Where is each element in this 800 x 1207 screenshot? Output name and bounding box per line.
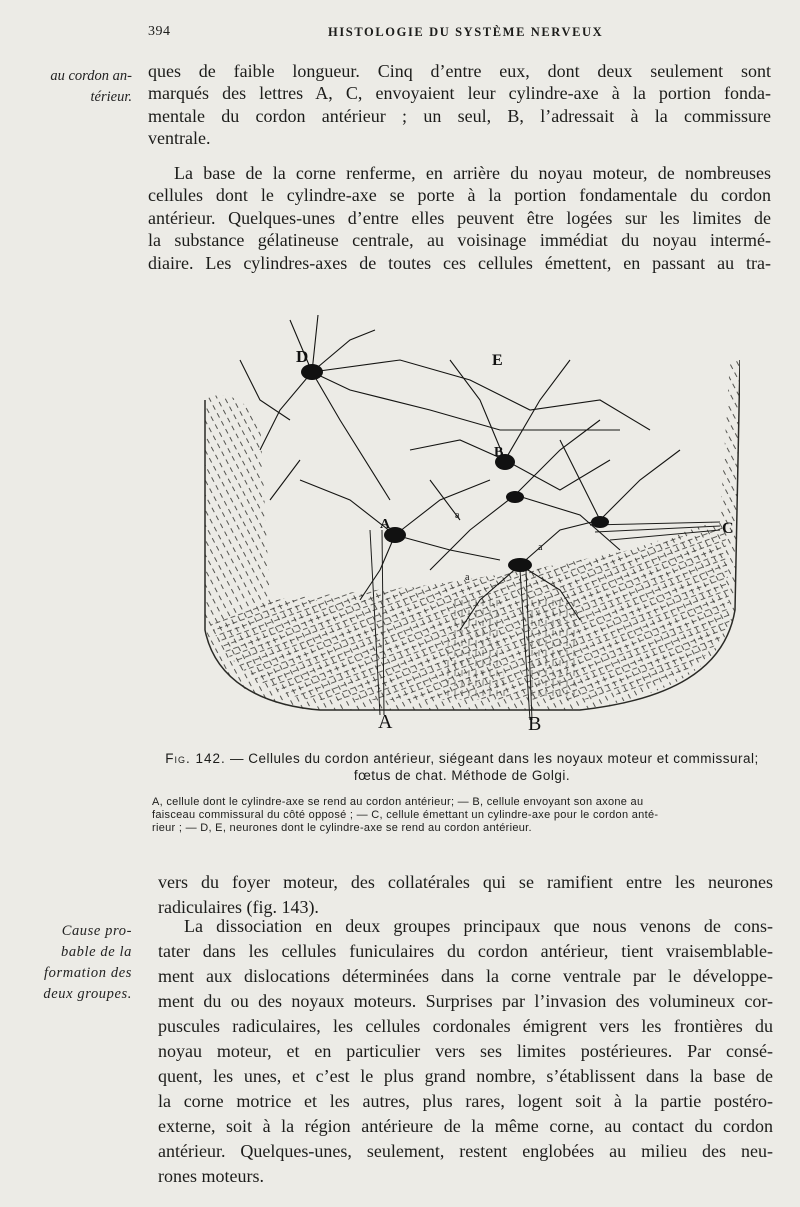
text-line: ventrale. <box>148 128 211 149</box>
cell-body-c <box>591 516 609 528</box>
label-b-bottom: B <box>528 713 542 730</box>
legend-line: A, cellule dont le cylindre-axe se rend au cordon antérieur; — B, cellule envoyant son axone au <box>152 796 644 808</box>
cell-body-d <box>301 364 323 380</box>
margin-note-cause <box>4 921 132 1005</box>
text-line: la substance gélatineuse centrale, au voisinage immédiat du noyau intermé- <box>148 230 771 251</box>
paragraph-2 <box>148 162 771 274</box>
cell-body-b2 <box>506 491 524 503</box>
text-line: tater dans les cellules funiculaires du cordon antérieur, tient vraisemblable- <box>158 941 773 961</box>
paragraph-4 <box>158 914 773 1189</box>
label-a-small-2: a <box>538 542 543 553</box>
caption-text: — Cellules du cordon antérieur, siégeant dans les noyaux moteur et commissural; fœtus de chat. Méthode de Golgi. <box>230 751 759 783</box>
page-number: 394 <box>148 24 171 39</box>
margin-note-cause-text: Cause pro- bable de la formation des deux groupes. <box>43 923 132 1002</box>
cell-bodies <box>301 364 609 572</box>
label-a-small: a <box>455 510 460 521</box>
legend-line: faisceau commissural du côté opposé ; — C, cellule émettant un cylindre-axe pour le cordon anté- <box>152 809 659 822</box>
text-line: puscules radiculaires, les cellules cordonales émigrent vers les frontières du <box>158 1016 773 1036</box>
running-title: HISTOLOGIE DU SYSTÈME NERVEUX <box>328 25 604 39</box>
figure-number: Fig. 142. <box>165 751 226 766</box>
text-line: La base de la corne renferme, en arrière du noyau moteur, de nombreuses <box>174 163 771 183</box>
text-line: ment aux dislocations déterminées dans la corne ventrale par le développe- <box>158 966 773 986</box>
cell-body-lower <box>508 558 532 572</box>
text-line: diaire. Les cylindres-axes de toutes ces cellules émettent, en passant au tra- <box>148 252 771 273</box>
label-a-small-3: a <box>465 572 470 583</box>
text-line: marqués des lettres A, C, envoyaient leur cylindre-axe à la portion fonda- <box>148 83 771 104</box>
label-e: E <box>492 352 503 369</box>
text-line: cellules dont le cylindre-axe se porte à la portion fondamentale du cordon <box>148 185 771 206</box>
margin-note-cordon <box>4 66 132 108</box>
text-line: radiculaires (fig. 143). <box>158 897 319 917</box>
label-c: C <box>722 520 734 537</box>
caption-legend <box>152 796 772 836</box>
label-d: D <box>296 347 309 366</box>
text-line: quent, les unes, et c’est le plus grand nombre, s’établissent dans la base de <box>158 1066 773 1086</box>
text-line: noyau moteur, et en particulier vers ses limites postérieures. Par consé- <box>158 1041 773 1061</box>
margin-note-cordon-text: au cordon an- térieur. <box>50 68 132 105</box>
figure-caption <box>152 750 772 836</box>
text-line: ment du ou des noyaux moteurs. Surprises par l’invasion des volumineux cor- <box>158 991 773 1011</box>
label-b-cell: B <box>494 445 504 460</box>
label-a-bottom: A <box>378 711 393 730</box>
text-line: rones moteurs. <box>158 1166 264 1186</box>
text-line: antérieur. Quelques-unes, seulement, restent englobées au milieu des neu- <box>158 1141 773 1161</box>
text-line: mentale du cordon antérieur ; un seul, B, l’adressait à la commissure <box>148 105 771 126</box>
text-line: externe, soit à la région antérieure de la même corne, au contact du cordon <box>158 1116 773 1136</box>
paragraph-3 <box>158 870 773 920</box>
caption-title <box>152 750 772 784</box>
page-header <box>148 24 748 44</box>
golgi-neuron-illustration <box>200 300 740 730</box>
label-a-cell: A <box>380 517 391 532</box>
text-line: antérieur. Quelques-unes d’entre elles peuvent être logées sur les limites de <box>148 207 771 228</box>
text-line: La dissociation en deux groupes principaux que nous venons de cons- <box>184 916 773 936</box>
text-line: la corne motrice et les autres, plus rares, logent soit à la partie postéro- <box>158 1091 773 1111</box>
paragraph-1 <box>148 60 771 150</box>
legend-line: rieur ; — D, E, neurones dont le cylindre-axe se rend au cordon antérieur. <box>152 822 532 835</box>
text-line: vers du foyer moteur, des collatérales qui se ramifient entre les neurones <box>158 872 773 892</box>
text-line: ques de faible longueur. Cinq d’entre eux, dont deux seulement sont <box>148 61 771 81</box>
